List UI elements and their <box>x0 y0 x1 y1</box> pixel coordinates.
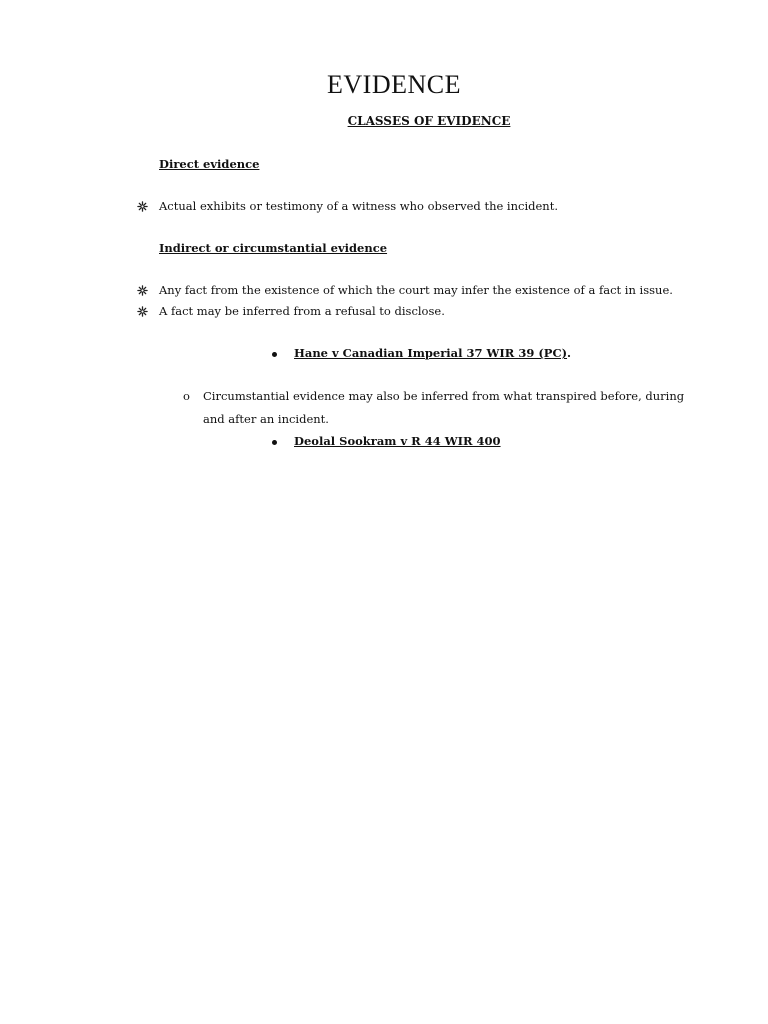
document-subtitle: CLASSES OF EVIDENCE <box>347 114 511 128</box>
list-item: A fact may be inferred from a refusal to disclose. <box>159 304 445 318</box>
asterisk-flower-icon <box>137 201 148 212</box>
list-item: Actual exhibits or testimony of a witness who observed the incident. <box>159 199 558 213</box>
case-citation: Hane v Canadian Imperial 37 WIR 39 (PC). <box>294 346 572 360</box>
asterisk-flower-icon <box>137 306 148 317</box>
list-item-continuation: and after an incident. <box>203 412 329 426</box>
asterisk-flower-icon <box>137 285 148 296</box>
list-item: Any fact from the existence of which the court may infer the existence of a fact in issue. <box>159 283 673 297</box>
case-citation: Deolal Sookram v R 44 WIR 400 <box>294 434 501 448</box>
bullet-dot-icon <box>272 352 277 357</box>
sub-bullet-marker: o <box>183 389 190 403</box>
section-heading-direct: Direct evidence <box>159 157 260 171</box>
bullet-dot-icon <box>272 440 277 445</box>
document-title: EVIDENCE <box>327 70 461 99</box>
list-item: Circumstantial evidence may also be inferred from what transpired before, during <box>203 389 685 403</box>
section-heading-indirect: Indirect or circumstantial evidence <box>159 241 388 255</box>
